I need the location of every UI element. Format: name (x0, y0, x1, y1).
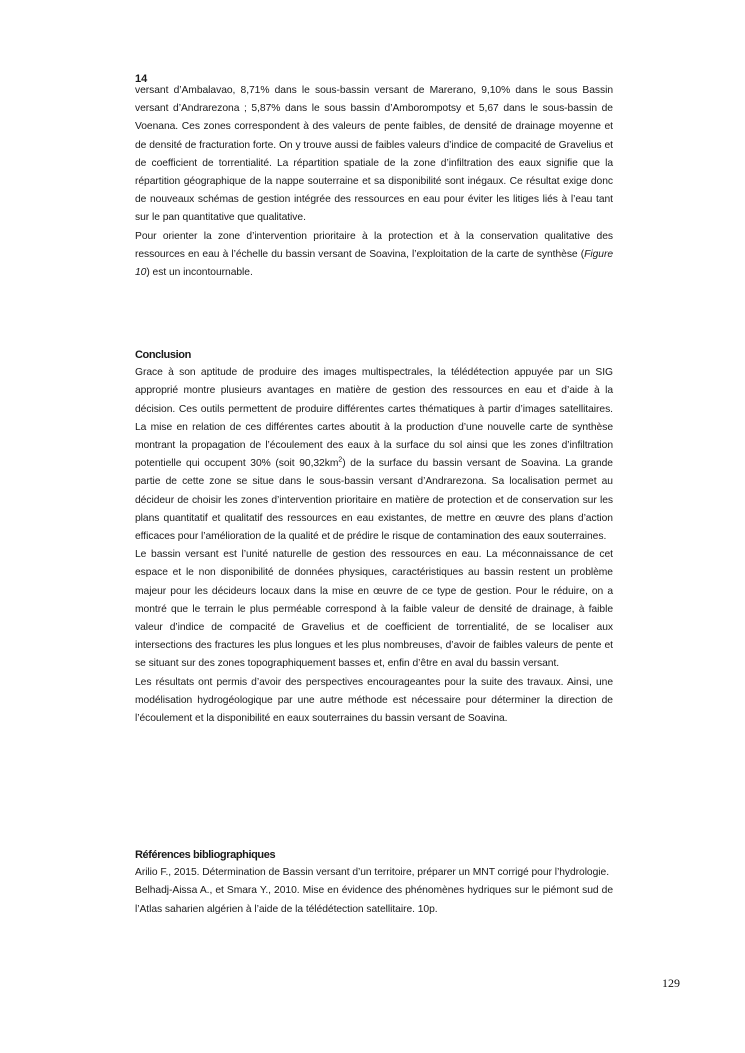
conclusion-paragraph-3: Les résultats ont permis d’avoir des perspectives encourageantes pour la suite des travaux. Ainsi, une modélisation hydrogéologique par une autre méthode est nécessaire pour déterminer la direction de l’écoulement et la disponibilité en eaux souterraines du bassin versant de Soavina. (135, 676, 613, 725)
references-heading: Références bibliographiques (135, 849, 276, 861)
conclusion-paragraph-1-text-b: ) de la surface du bassin versant de Soavina. La grande partie de cette zone se situe dans le sous-bassin versant d’Andrarezona. Sa localisation permet au décideur de choisir les zones d’intervention prioritaire en matière de protection et de conservation sur les plans quantitatif et qualitatif des ressources en eau existantes, de mettre en œuvre des plans d’action efficaces pour l’amélioration de la qualité et de prédire le risque de contamination des eaux souterraines. (135, 458, 613, 543)
intro-paragraph-1: versant d’Ambalavao, 8,71% dans le sous-bassin versant de Marerano, 9,10% dans le sous Bassin versant d’Andrarezona ; 5,87% dans le sous bassin d’Amborompotsy et 5,67 dans le sous-bassin de Voenana. Ces zones correspondent à des valeurs de pente faibles, de densité de drainage moyenne et de densité de fracturation forte. On y trouve aussi de faibles valeurs d’indice de compacité de Gravelius et de coefficient de torrentialité. La répartition spatiale de la zone d’infiltration des eaux signifie que la répartition géographique de la nappe souterraine et sa disponibilité sont inégaux. Ce résultat exige donc de nouveaux schémas de gestion intégrée des ressources en eau pour éviter les litiges liés à l’eau tant sur le pan quantitative que qualitative. (135, 85, 613, 224)
intro-paragraph-2 (135, 228, 613, 283)
conclusion-paragraph-1 (135, 364, 613, 546)
page-number: 129 (662, 976, 680, 990)
reference-item: Arilio F., 2015. Détermination de Bassin versant d’un territoire, préparer un MNT corrigé pour l’hydrologie. (135, 867, 610, 879)
references-section (135, 846, 613, 919)
superscript-2: 2 (338, 456, 343, 464)
intro-section (135, 82, 613, 282)
reference-item: Belhadj-Aissa A., et Smara Y., 2010. Mise en évidence des phénomènes hydriques sur le piémont sud de l’Atlas saharien algérien à l’aide de la télédétection satellitaire. 10p. (135, 885, 613, 915)
intro-paragraph-2-text-a: Pour orienter la zone d’intervention prioritaire à la protection et à la conservation qualitative des ressources en eau à l’échelle du bassin versant de Soavina, l’exploitation de la carte de synthèse ( (135, 230, 613, 260)
conclusion-paragraph-2: Le bassin versant est l’unité naturelle de gestion des ressources en eau. La méconnaissance de cet espace et le non disponibilité de données physiques, caractéristiques au bassin restent un problème majeur pour les décideurs locaux dans la mise en œuvre de ce type de gestion. Pour le réduire, on a montré que le terrain le plus perméable correspond à la faible valeur de densité de drainage, à faible valeur d’indice de compacité de Gravelius et de coefficient de torrentialité, de se localiser aux intersections des fractures les plus longues et les plus nombreuses, d’avoir de faibles valeurs de pente et se situant sur des zones topographiquement basses et, enfin d’être en aval du bassin versant. (135, 549, 613, 670)
conclusion-section (135, 346, 613, 728)
conclusion-heading: Conclusion (135, 349, 191, 361)
running-header-number: 14 (135, 73, 148, 85)
intro-paragraph-2-text-b: ) est un incontournable. (146, 267, 253, 279)
figure-reference: Figure 10 (135, 248, 613, 279)
conclusion-paragraph-1-text-a: Grace à son aptitude de produire des images multispectrales, la télédétection appuyée par un SIG approprié montre plusieurs avantages en matière de gestion des ressources en eau et d’aide à la décision. Ces outils permettent de produire différentes cartes thématiques à partir d’images satellitaires. La mise en relation de ces différentes cartes aboutit à la production d’une nouvelle carte de synthèse montrant la propagation de l’écoulement des eaux à la surface du sol ainsi que les zones d’infiltration potentielle qui occupent 30% (soit 90,32km (135, 367, 613, 470)
